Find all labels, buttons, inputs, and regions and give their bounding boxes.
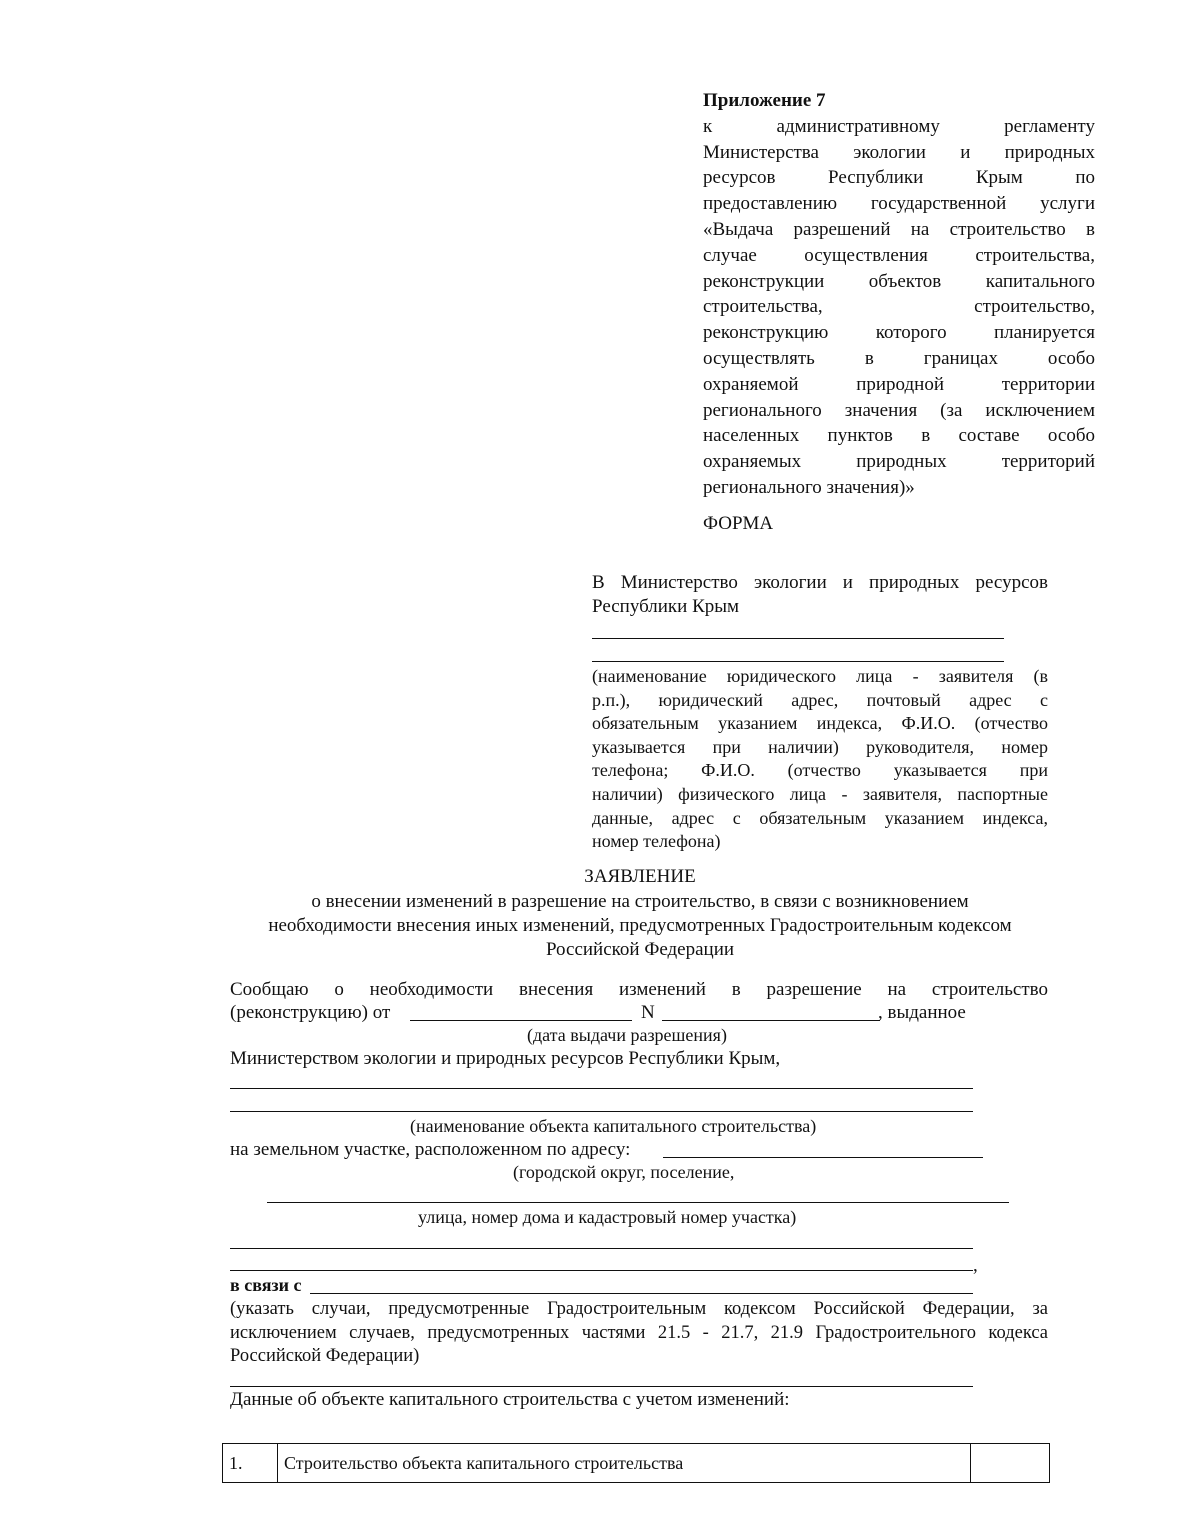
subtitle-line: Российской Федерации: [545, 939, 735, 960]
issued-label: , выданное: [878, 1002, 966, 1023]
number-label: N: [641, 1002, 655, 1023]
object-name-field[interactable]: [230, 1088, 973, 1089]
subtitle-line: необходимости внесения иных изменений, предусмотренных Градостроительным кодексом: [268, 915, 1012, 936]
appendix-line: «Выдача разрешений на строительство в: [703, 218, 1095, 240]
appendix-line: населенных пунктов в составе особо: [703, 425, 1095, 447]
address-caption: улица, номер дома и кадастровый номер участка): [418, 1207, 797, 1227]
comma: ,: [973, 1255, 978, 1276]
row-value-cell[interactable]: [971, 1444, 1050, 1483]
address-caption: (городской округ, поселение,: [513, 1162, 735, 1182]
reason-field[interactable]: [310, 1293, 973, 1294]
appendix-line: охраняемых природных территорий: [703, 451, 1095, 473]
statement-title: ЗАЯВЛЕНИЕ: [584, 866, 696, 887]
appendix-block: [703, 88, 1095, 501]
address-field[interactable]: [267, 1202, 1009, 1203]
caption-line: телефона; Ф.И.О. (отчество указывается при: [592, 760, 1048, 781]
addressee-line: В Министерство экологии и природных ресурсов: [592, 572, 1048, 593]
caption-line: (указать случаи, предусмотренные Градостроительным кодексом Российской Федерации, за: [230, 1299, 1048, 1319]
appendix-line: строительства, строительство,: [703, 296, 1095, 318]
appendix-line: предоставлению государственной услуги: [703, 193, 1095, 215]
address-field[interactable]: [230, 1270, 973, 1271]
object-data-label: Данные об объекте капитального строительства с учетом изменений:: [230, 1389, 790, 1410]
appendix-line: осуществлять в границах особо: [703, 347, 1095, 369]
form-label: ФОРМА: [703, 513, 774, 534]
row-label: Строительство объекта капитального строительства: [278, 1444, 971, 1483]
object-name-field[interactable]: [230, 1111, 973, 1112]
appendix-line: реконструкции объектов капитального: [703, 270, 1095, 292]
appendix-line: регионального значения (за исключением: [703, 399, 1095, 421]
table-row: [223, 1444, 1050, 1483]
address-field[interactable]: [663, 1157, 983, 1158]
object-caption: (наименование объекта капитального строительства): [410, 1116, 817, 1136]
reason-label: в связи с: [230, 1275, 302, 1295]
caption-line: исключением случаев, предусмотренных частями 21.5 - 21.7, 21.9 Градостроительного кодекса: [230, 1322, 1048, 1343]
caption-line: номер телефона): [592, 831, 721, 852]
caption-line: наличии) физического лица - заявителя, паспортные: [592, 783, 1048, 804]
object-data-table: [222, 1443, 1050, 1483]
reason-field[interactable]: [230, 1386, 973, 1387]
from-label: (реконструкцию) от: [230, 1002, 391, 1023]
appendix-line: случае осуществления строительства,: [703, 244, 1095, 266]
appendix-line: Министерства экологии и природных: [703, 141, 1095, 163]
subtitle-line: о внесении изменений в разрешение на строительство, в связи с возникновением: [311, 891, 969, 912]
permit-number-field[interactable]: [662, 1020, 880, 1021]
appendix-title: Приложение 7: [703, 90, 826, 111]
caption-line: данные, адрес с обязательным указанием индекса,: [592, 807, 1048, 828]
caption-line: указывается при наличии) руководителя, номер: [592, 736, 1048, 757]
statement-subtitle: [230, 890, 1050, 962]
row-number: 1.: [223, 1444, 278, 1483]
issued-by: Министерством экологии и природных ресурсов Республики Крым,: [230, 1048, 781, 1069]
appendix-line: к административному регламенту: [703, 115, 1095, 137]
applicant-caption: [592, 665, 1048, 854]
caption-line: Российской Федерации): [230, 1346, 420, 1367]
addressee-line: Республики Крым: [592, 596, 740, 617]
caption-line: (наименование юридического лица - заявителя (в: [592, 666, 1048, 686]
appendix-line: охраняемой природной территории: [703, 373, 1095, 395]
applicant-name-field[interactable]: [592, 638, 1004, 639]
permit-date-field[interactable]: [410, 1020, 632, 1021]
notice-line: Сообщаю о необходимости внесения изменений в разрешение на строительство: [230, 979, 1048, 1000]
addressee: [592, 571, 1048, 619]
applicant-name-field[interactable]: [592, 661, 1004, 662]
reason-caption: [230, 1298, 1048, 1369]
date-caption: (дата выдачи разрешения): [527, 1025, 727, 1045]
appendix-line: регионального значения)»: [703, 476, 915, 498]
appendix-line: ресурсов Республики Крым по: [703, 167, 1095, 189]
caption-line: обязательным указанием индекса, Ф.И.О. (отчество: [592, 713, 1048, 734]
caption-line: р.п.), юридический адрес, почтовый адрес с: [592, 689, 1048, 710]
address-field[interactable]: [230, 1248, 973, 1249]
appendix-line: реконструкцию которого планируется: [703, 322, 1095, 344]
land-plot-label: на земельном участке, расположенном по адресу:: [230, 1139, 631, 1160]
